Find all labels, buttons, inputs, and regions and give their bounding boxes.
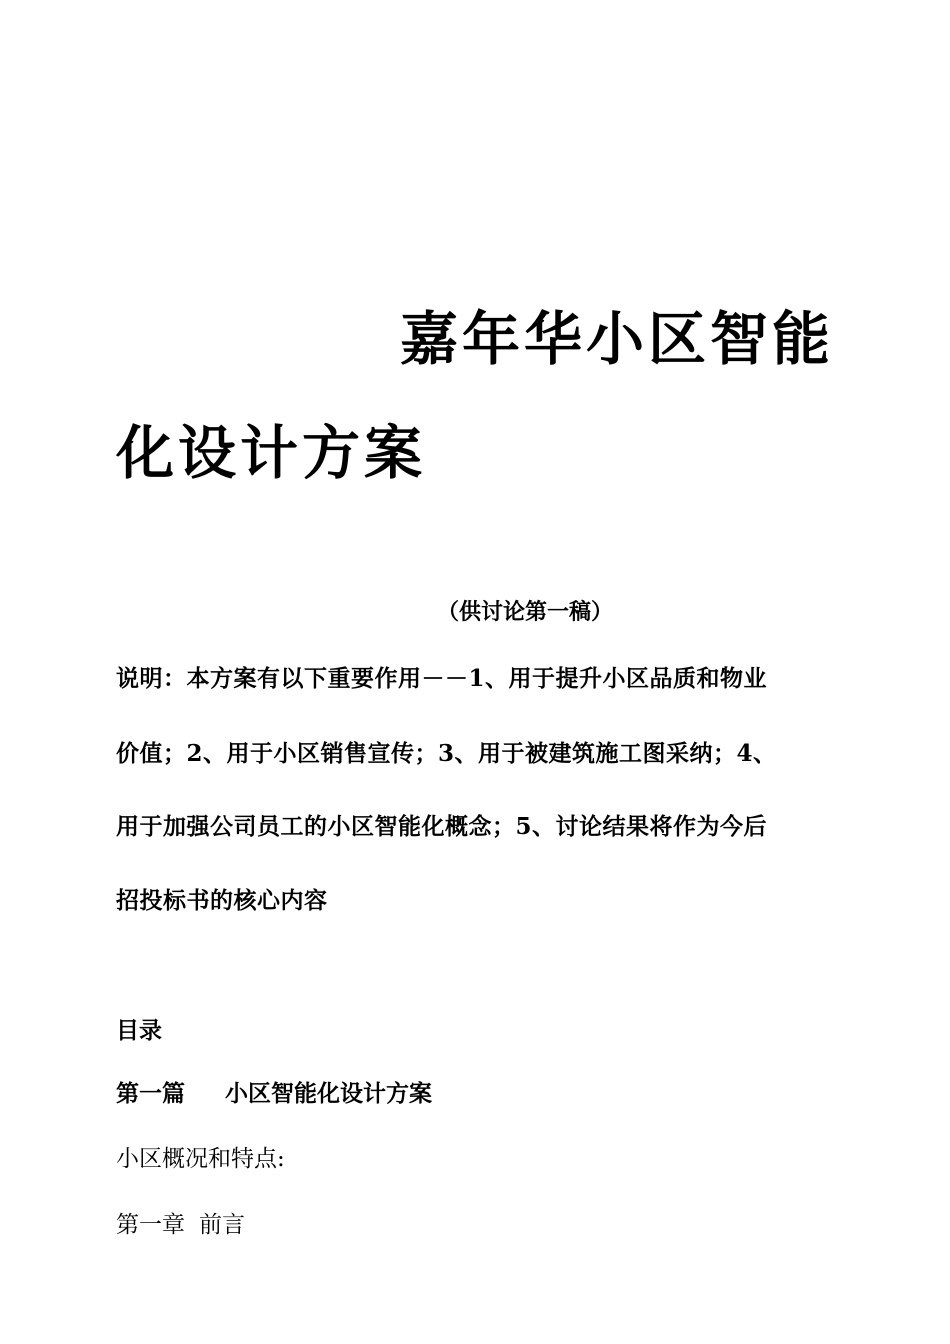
description-line-3: 用于加强公司员工的小区智能化概念；5、讨论结果将作为今后 bbox=[116, 813, 768, 840]
chapter-title: 前言 bbox=[199, 1212, 245, 1238]
document-title-line-1: 嘉年华小区智能 bbox=[400, 305, 835, 373]
overview-heading: 小区概况和特点: bbox=[116, 1146, 285, 1172]
part-title: 小区智能化设计方案 bbox=[225, 1080, 432, 1107]
document-title-line-2: 化设计方案 bbox=[116, 419, 427, 487]
toc-heading: 目录 bbox=[116, 1017, 162, 1044]
chapter-heading bbox=[116, 1206, 245, 1239]
description-line-4: 招投标书的核心内容 bbox=[116, 887, 328, 914]
part-label: 第一篇 bbox=[116, 1080, 185, 1107]
description-line-2: 价值；2、用于小区销售宣传；3、用于被建筑施工图采纳；4、 bbox=[116, 740, 777, 767]
description-line-1: 说明：本方案有以下重要作用－－1、用于提升小区品质和物业 bbox=[116, 665, 768, 692]
draft-subtitle: （供讨论第一稿） bbox=[437, 599, 614, 625]
toc-part-entry bbox=[116, 1075, 432, 1108]
chapter-label: 第一章 bbox=[116, 1212, 185, 1238]
